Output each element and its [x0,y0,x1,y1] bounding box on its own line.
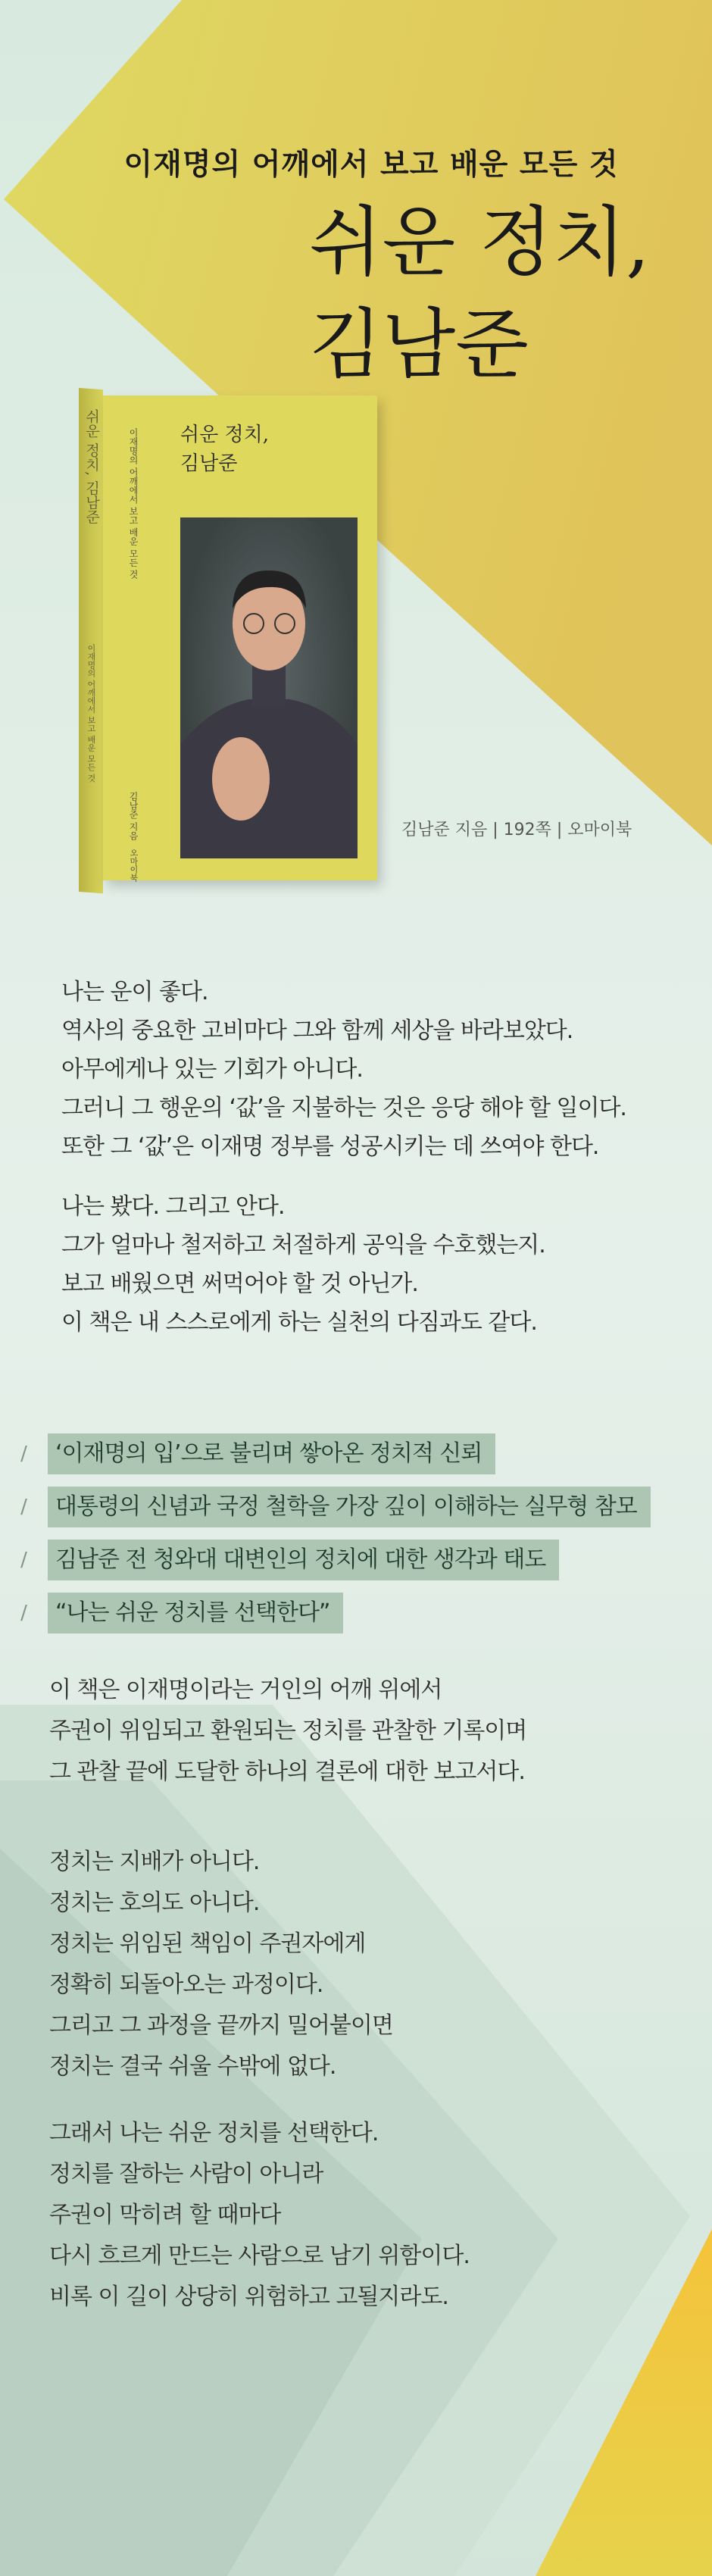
text-line: 그래서 나는 쉬운 정치를 선택한다. [49,2120,379,2146]
book-title-line2: 김남준 [309,300,529,389]
author-photo [180,517,358,858]
highlight-item [0,1593,343,1633]
text-line: 정확히 되돌아오는 과정이다. [49,1971,323,1998]
text-line: 정치는 위임된 책임이 주권자에게 [49,1930,366,1957]
slash-marker: / [20,1602,27,1624]
text-line: 이 책은 내 스스로에게 하는 실천의 다짐과도 같다. [61,1309,537,1336]
highlight-item [0,1433,495,1474]
cover-title: 쉬운 정치, 김남준 [180,424,269,475]
highlight-text: ‘이재명의 입’으로 불리며 쌓아온 정치적 신뢰 [48,1433,495,1474]
text-line: 이 책은 이재명이라는 거인의 어깨 위에서 [49,1677,442,1703]
text-line: 아무에게나 있는 기회가 아니다. [61,1056,363,1083]
highlight-text: “나는 쉬운 정치를 선택한다” [48,1593,343,1633]
book-title-line1: 쉬운 정치, [309,198,650,286]
text-line: 역사의 중요한 고비마다 그와 함께 세상을 바라보았다. [61,1018,573,1044]
publisher-logo: 오마이북 [129,849,139,882]
slash-marker: / [20,1549,27,1571]
slash-marker: / [20,1496,27,1518]
highlight-text: 김남준 전 청와대 대변인의 정치에 대한 생각과 태도 [48,1540,559,1580]
text-line: 나는 봤다. 그리고 안다. [61,1193,285,1220]
spine-title: 쉬운 정치, 김남준 [83,409,100,524]
cover-subtitle: 이재명의 어깨에서 보고 배운 모든 것 [128,428,139,580]
text-line: 정치를 잘하는 사람이 아니라 [49,2161,323,2187]
slash-marker: / [20,1443,27,1465]
text-line: 또한 그 ‘값’은 이재명 정부를 성공시키는 데 쓰여야 한다. [61,1133,599,1160]
book-subtitle: 이재명의 어깨에서 보고 배운 모든 것 [123,148,619,182]
text-line: 주권이 막히려 할 때마다 [49,2202,281,2228]
text-line: 주권이 위임되고 환원되는 정치를 관찰한 기록이며 [49,1718,527,1744]
book-info-caption: 김남준 지음 | 192쪽 | 오마이북 [401,821,632,839]
text-line: 정치는 호의도 아니다. [49,1890,260,1916]
text-line: 나는 운이 좋다. [61,979,208,1005]
text-line: 그러니 그 행운의 ‘값’을 지불하는 것은 응당 해야 할 일이다. [61,1095,626,1121]
body-paragraph-3 [49,1670,526,1793]
highlight-text: 대통령의 신념과 국정 철학을 가장 깊이 이해하는 실무형 참모 [48,1487,651,1527]
intro-paragraph-1 [61,973,626,1166]
intro-paragraph-2 [61,1187,545,1342]
text-line: 비록 이 길이 상당히 위험하고 고될지라도. [49,2284,448,2310]
cover-author: 김남준 지음 [128,792,139,840]
body-paragraph-4 [49,1842,393,2087]
text-line: 다시 흐르게 만드는 사람으로 남기 위함이다. [49,2243,470,2269]
text-line: 보고 배웠으면 써먹어야 할 것 아닌가. [61,1271,418,1297]
text-line: 정치는 지배가 아니다. [49,1849,260,1875]
highlight-item [0,1487,651,1527]
text-line: 정치는 결국 쉬울 수밖에 없다. [49,2053,336,2080]
highlight-item [0,1540,559,1580]
spine-subtitle: 이재명의 어깨에서 보고 배운 모든 것 [86,644,96,783]
text-line: 그 관찰 끝에 도달한 하나의 결론에 대한 보고서다. [49,1758,525,1785]
text-line: 그리고 그 과정을 끝까지 밀어붙이면 [49,2012,393,2039]
body-paragraph-5 [49,2113,470,2318]
text-line: 그가 얼마나 철저하고 처절하게 공익을 수호했는지. [61,1232,545,1258]
